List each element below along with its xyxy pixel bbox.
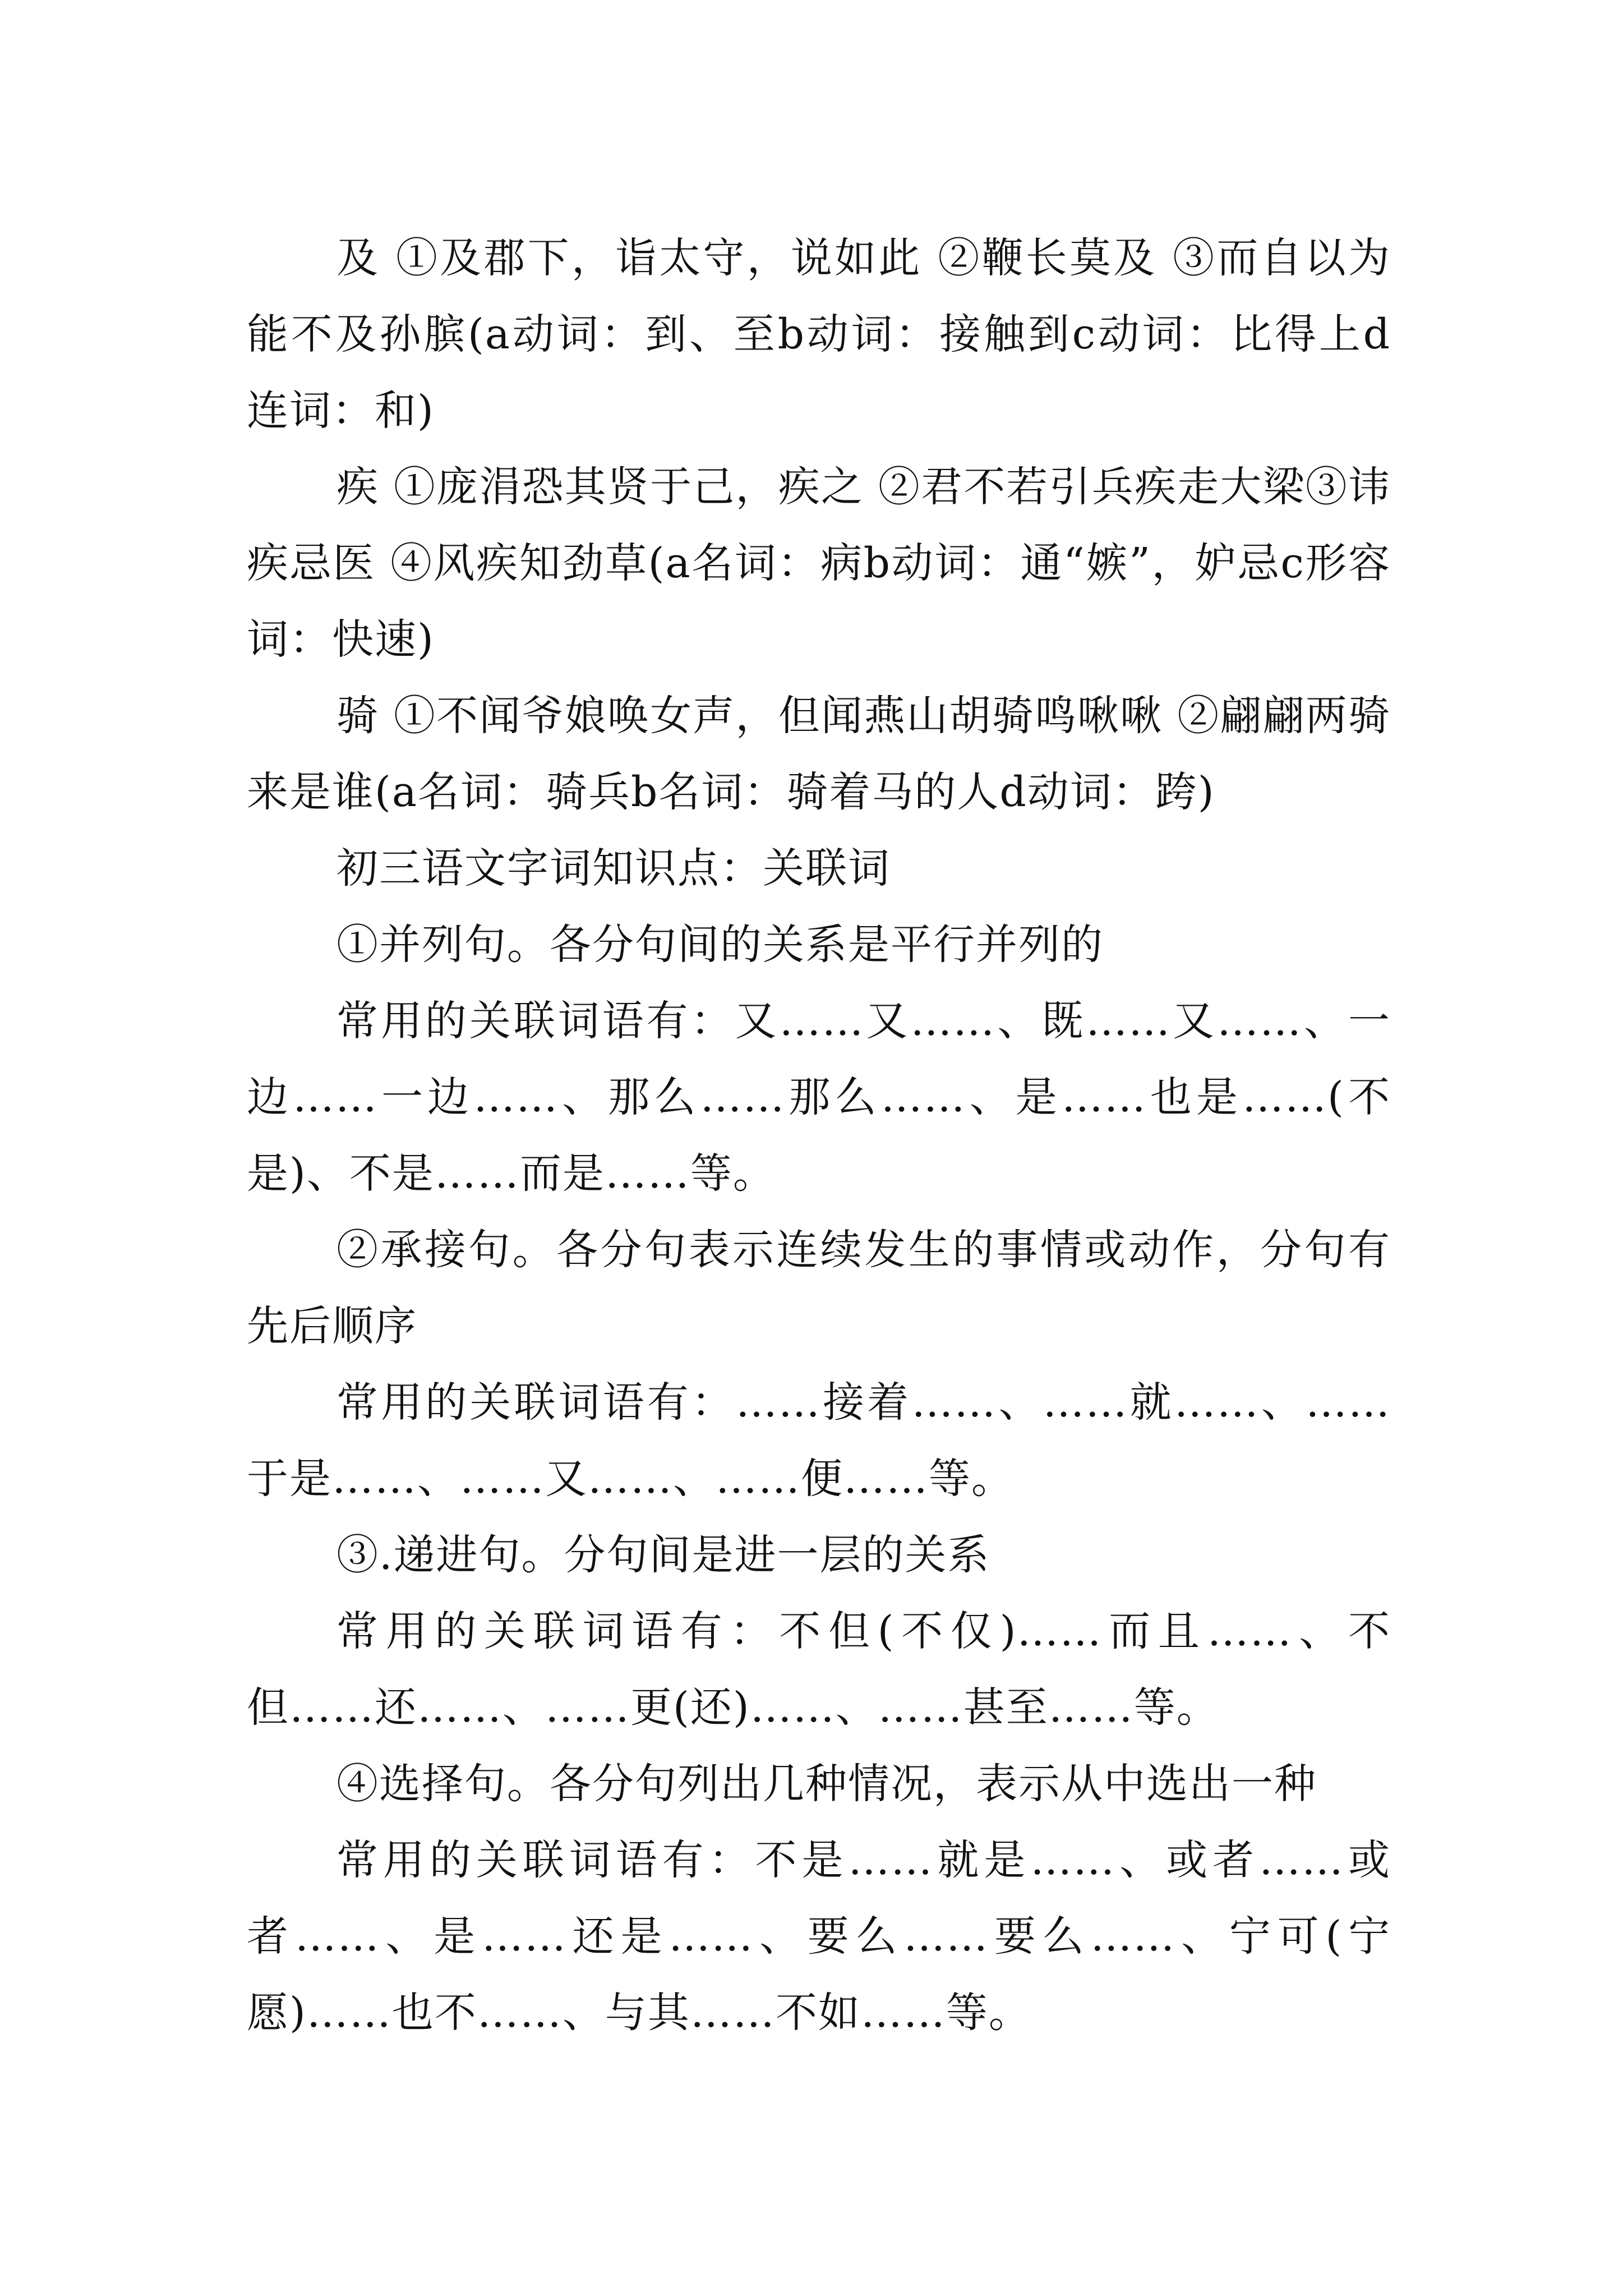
choice-conjunctions: 常用的关联词语有：不是……就是……、或者……或者……、是……还是……、要么……要么……、宁可(宁愿)……也不……、与其……不如……等。: [247, 1836, 1391, 2037]
sequential-conjunctions: 常用的关联词语有：……接着……、……就……、……于是……、……又……、……便……等。: [247, 1378, 1391, 1503]
section-heading-conjunctions: 初三语文字词知识点：关联词: [336, 844, 891, 892]
progressive-conjunctions: 常用的关联词语有：不但(不仅)……而且……、不但……还……、……更(还)……、……甚至……等。: [247, 1607, 1391, 1732]
document-body: [247, 220, 1391, 2051]
paragraph-ji: 及 ①及郡下，诣太守，说如此 ②鞭长莫及 ③而自以为能不及孙膑(a动词：到、至b动词：接触到c动词：比得上d连词：和): [247, 234, 1391, 435]
paragraph-ji-disease: 疾 ①庞涓恐其贤于己，疾之 ②君不若引兵疾走大梁③讳疾忌医 ④风疾知劲草(a名词：病b动词：通“嫉”，妒忌c形容词：快速): [247, 463, 1391, 664]
paragraph-qi-ride: 骑 ①不闻爷娘唤女声，但闻燕山胡骑鸣啾啾 ②翩翩两骑来是谁(a名词：骑兵b名词：骑着马的人d动词：跨): [247, 692, 1391, 816]
item-sequential-sentence: ②承接句。各分句表示连续发生的事情或动作，分句有先后顺序: [247, 1226, 1391, 1350]
parallel-conjunctions: 常用的关联词语有：又……又……、既……又……、一边……一边……、那么……那么……、是……也是……(不是)、不是……而是……等。: [247, 997, 1391, 1198]
item-progressive-sentence: ③.递进句。分句间是进一层的关系: [336, 1531, 990, 1579]
item-parallel-sentence: ①并列句。各分句间的关系是平行并列的: [336, 921, 1104, 969]
item-choice-sentence: ④选择句。各分句列出几种情况，表示从中选出一种: [336, 1760, 1317, 1808]
